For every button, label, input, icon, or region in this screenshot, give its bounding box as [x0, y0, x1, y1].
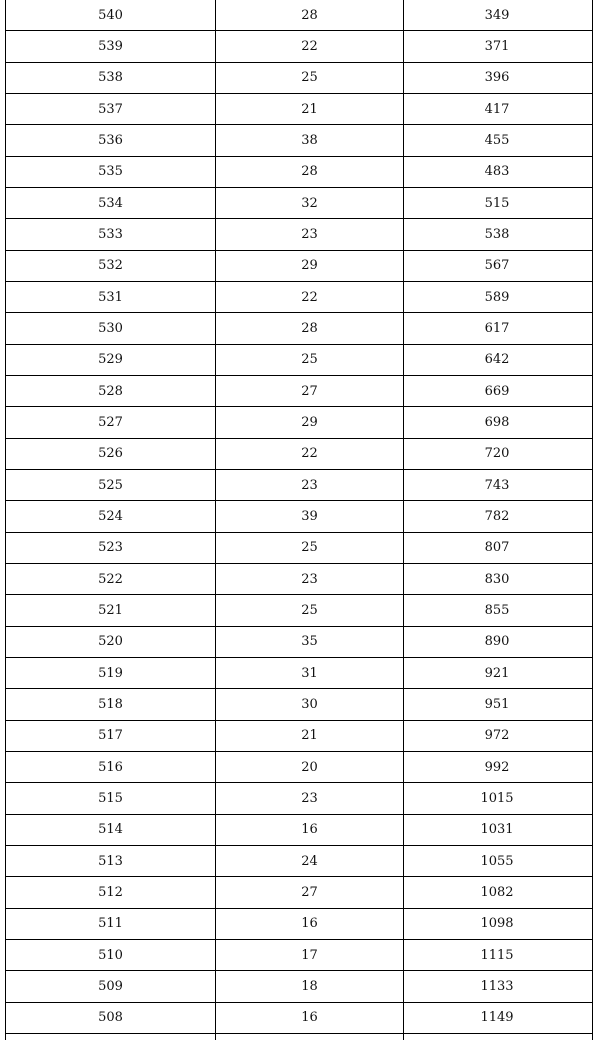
table-row: [6, 783, 592, 814]
count-cell: 25: [216, 63, 404, 93]
table-row: [6, 219, 592, 250]
cumulative-cell: 743: [484, 477, 510, 493]
cumulative-cell: 1055: [480, 853, 514, 869]
count-cell: 38: [216, 125, 404, 155]
score-cell: 509: [6, 971, 216, 1001]
table-row: [6, 564, 592, 595]
score-cell: 518: [6, 689, 216, 719]
table-row: [6, 31, 592, 62]
count-cell: 23: [216, 470, 404, 500]
table-row: [6, 815, 592, 846]
count-cell: 23: [216, 783, 404, 813]
score-cell: 508: [6, 1003, 216, 1033]
table-row: [6, 63, 592, 94]
count-cell: 22: [216, 282, 404, 312]
count-cell: 27: [216, 376, 404, 406]
count-cell: 17: [216, 940, 404, 970]
cumulative-cell: 992: [484, 759, 510, 775]
empty-cell: [6, 1034, 216, 1040]
score-cell: 519: [6, 658, 216, 688]
count-cell: 35: [216, 627, 404, 657]
cumulative-cell: 417: [484, 101, 510, 117]
table-row: [6, 909, 592, 940]
score-cell: 531: [6, 282, 216, 312]
cumulative-cell: 807: [484, 540, 510, 556]
table-row: [6, 188, 592, 219]
cumulative-cell: 642: [484, 352, 510, 368]
table-row: [6, 0, 592, 31]
score-cell: 522: [6, 564, 216, 594]
table-row: [6, 752, 592, 783]
score-cell: 515: [6, 783, 216, 813]
count-cell: 29: [216, 251, 404, 281]
cumulative-cell: 371: [484, 38, 510, 54]
count-cell: 28: [216, 313, 404, 343]
count-cell: 28: [216, 0, 404, 30]
score-cell: 533: [6, 219, 216, 249]
score-cell: 528: [6, 376, 216, 406]
empty-cell: [216, 1034, 404, 1040]
table-row: [6, 658, 592, 689]
cumulative-cell: 1082: [480, 884, 514, 900]
cumulative-cell: 455: [484, 132, 510, 148]
score-cell: 532: [6, 251, 216, 281]
count-cell: 16: [216, 815, 404, 845]
count-cell: 22: [216, 31, 404, 61]
score-cell: 527: [6, 407, 216, 437]
cumulative-cell: 1115: [480, 947, 514, 963]
cumulative-cell: 1149: [480, 1010, 514, 1026]
count-cell: 18: [216, 971, 404, 1001]
count-cell: 30: [216, 689, 404, 719]
count-cell: 21: [216, 94, 404, 124]
cumulative-cell: 698: [484, 414, 510, 430]
table-row: [6, 689, 592, 720]
table-row: [6, 125, 592, 156]
count-cell: 22: [216, 439, 404, 469]
cumulative-cell: 921: [484, 665, 510, 681]
score-cell: 534: [6, 188, 216, 218]
cumulative-cell: 782: [484, 508, 510, 524]
table-row: [6, 251, 592, 282]
cumulative-cell: 1098: [480, 916, 514, 932]
cumulative-cell: 1133: [480, 978, 514, 994]
cumulative-cell: 483: [484, 164, 510, 180]
score-cell: 537: [6, 94, 216, 124]
table-row: [6, 595, 592, 626]
table-row: [6, 313, 592, 344]
count-cell: 20: [216, 752, 404, 782]
score-cell: 520: [6, 627, 216, 657]
score-cell: 524: [6, 501, 216, 531]
cumulative-cell: 830: [484, 571, 510, 587]
score-cell: 525: [6, 470, 216, 500]
cumulative-cell: 515: [484, 195, 510, 211]
score-table: [5, 0, 593, 1040]
score-cell: 512: [6, 877, 216, 907]
count-cell: 16: [216, 1003, 404, 1033]
table-row: [6, 345, 592, 376]
table-row: [6, 533, 592, 564]
score-cell: 510: [6, 940, 216, 970]
cumulative-cell: 855: [484, 602, 510, 618]
table-row: [6, 1003, 592, 1034]
score-cell: 513: [6, 846, 216, 876]
cumulative-cell: 396: [484, 70, 510, 86]
count-cell: 32: [216, 188, 404, 218]
cumulative-cell: 890: [484, 634, 510, 650]
count-cell: 16: [216, 909, 404, 939]
score-cell: 530: [6, 313, 216, 343]
score-cell: 511: [6, 909, 216, 939]
table-row: [6, 846, 592, 877]
table-row: [6, 971, 592, 1002]
table-row: [6, 376, 592, 407]
count-cell: 24: [216, 846, 404, 876]
score-cell: 535: [6, 157, 216, 187]
count-cell: 31: [216, 658, 404, 688]
cumulative-cell: 720: [484, 446, 510, 462]
count-cell: 29: [216, 407, 404, 437]
table-row: [6, 157, 592, 188]
table-row: [6, 721, 592, 752]
count-cell: 25: [216, 595, 404, 625]
score-cell: 521: [6, 595, 216, 625]
score-cell: 523: [6, 533, 216, 563]
table-row: [6, 439, 592, 470]
score-cell: 539: [6, 31, 216, 61]
cumulative-cell: 972: [484, 728, 510, 744]
cumulative-cell: 589: [484, 289, 510, 305]
table-row: [6, 940, 592, 971]
score-cell: 540: [6, 0, 216, 30]
count-cell: 21: [216, 721, 404, 751]
count-cell: 25: [216, 533, 404, 563]
count-cell: 23: [216, 564, 404, 594]
score-cell: 514: [6, 815, 216, 845]
score-cell: 516: [6, 752, 216, 782]
cumulative-cell: 951: [484, 696, 510, 712]
score-cell: 529: [6, 345, 216, 375]
score-cell: 517: [6, 721, 216, 751]
score-cell: 536: [6, 125, 216, 155]
cumulative-cell: 1015: [480, 790, 514, 806]
table-row: [6, 501, 592, 532]
count-cell: 39: [216, 501, 404, 531]
table-row-partial: [6, 1034, 592, 1040]
table-row: [6, 627, 592, 658]
score-cell: 538: [6, 63, 216, 93]
cumulative-cell: 538: [484, 226, 510, 242]
cumulative-cell: 349: [484, 7, 510, 23]
table-row: [6, 470, 592, 501]
cumulative-cell: 1031: [480, 822, 514, 838]
cumulative-cell: 669: [484, 383, 510, 399]
empty-cell: [404, 1034, 590, 1040]
count-cell: 27: [216, 877, 404, 907]
table-row: [6, 877, 592, 908]
table-row: [6, 407, 592, 438]
score-cell: 526: [6, 439, 216, 469]
table-row: [6, 94, 592, 125]
count-cell: 25: [216, 345, 404, 375]
count-cell: 23: [216, 219, 404, 249]
cumulative-cell: 567: [484, 258, 510, 274]
table-row: [6, 282, 592, 313]
cumulative-cell: 617: [484, 320, 510, 336]
count-cell: 28: [216, 157, 404, 187]
